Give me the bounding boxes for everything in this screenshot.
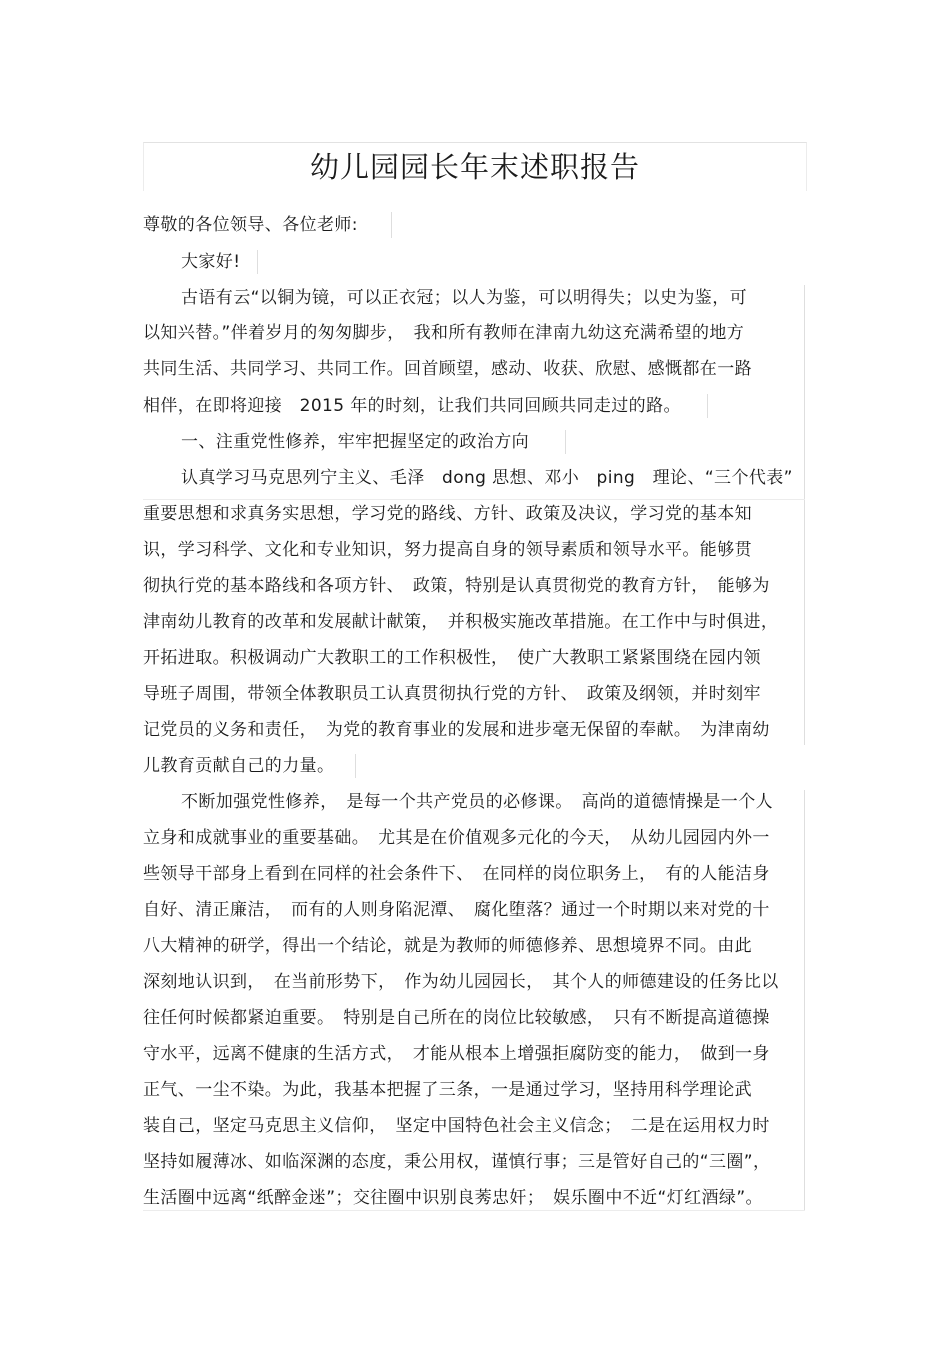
greeting: 大家好! [181, 252, 241, 272]
paragraph-line: 些领导干部身上看到在同样的社会条件下、 在同样的岗位职务上， 有的人能洁身 [143, 864, 770, 884]
scan-artifact-rule [257, 250, 258, 274]
paragraph-line: 重要思想和求真务实思想，学习党的路线、方针、政策及决议，学习党的基本知 [143, 504, 752, 524]
section-heading: 一、注重党性修养，牢牢把握坚定的政治方向 [181, 432, 529, 452]
paragraph-line: 往任何时候都紧迫重要。 特别是自己所在的岗位比较敏感， 只有不断提高道德操 [143, 1008, 770, 1028]
paragraph-line: 记党员的义务和责任， 为党的教育事业的发展和进步毫无保留的奉献。 为津南幼 [143, 720, 770, 740]
scan-artifact-hrule [143, 1210, 805, 1211]
paragraph-line: 守水平，远离不健康的生活方式， 才能从根本上增强拒腐防变的能力， 做到一身 [143, 1044, 770, 1064]
paragraph-line: 相伴，在即将迎接 2015 年的时刻，让我们共同回顾共同走过的路。 [143, 396, 681, 416]
paragraph-line: 正气、一尘不染。为此，我基本把握了三条，一是通过学习，坚持用科学理论武 [143, 1080, 752, 1100]
scan-artifact-rule [355, 754, 356, 778]
scan-artifact-hrule [143, 499, 805, 500]
paragraph-line: 自好、清正廉洁， 而有的人则身陷泥潭、 腐化堕落？通过一个时期以来对党的十 [143, 900, 770, 920]
paragraph-line: 古语有云“以铜为镜，可以正衣冠；以人为鉴，可以明得失；以史为鉴，可 [181, 288, 748, 308]
paragraph-line: 儿教育贡献自己的力量。 [143, 756, 335, 776]
paragraph-line: 八大精神的研学，得出一个结论，就是为教师的师德修养、思想境界不同。由此 [143, 936, 752, 956]
paragraph-line: 生活圈中远离“纸醉金迷”；交往圈中识别良莠忠奸； 娱乐圈中不近“灯红酒绿”。 [143, 1188, 763, 1208]
paragraph-line: 开拓进取。积极调动广大教职工的工作积极性， 使广大教职工紧紧围绕在园内领 [143, 648, 761, 668]
paragraph-line: 深刻地认识到， 在当前形势下， 作为幼儿园园长， 其个人的师德建设的任务比以 [143, 972, 779, 992]
paragraph-line: 彻执行党的基本路线和各项方针、 政策，特别是认真贯彻党的教育方针， 能够为 [143, 576, 770, 596]
salutation: 尊敬的各位领导、各位老师: [143, 215, 358, 235]
paragraph-line: 以知兴替。”伴着岁月的匆匆脚步， 我和所有教师在津南九幼这充满希望的地方 [143, 323, 745, 343]
paragraph-line: 立身和成就事业的重要基础。 尤其是在价值观多元化的今天， 从幼儿园园内外一 [143, 828, 770, 848]
document-title: 幼儿园园长年末述职报告 [309, 150, 640, 184]
scan-artifact-rule [565, 430, 566, 454]
paragraph-line: 导班子周围，带领全体教职员工认真贯彻执行党的方针、 政策及纲领，并时刻牢 [143, 684, 761, 704]
paragraph-line: 坚持如履薄冰、如临深渊的态度，秉公用权，谨慎行事；三是管好自己的“三圈”， [143, 1152, 771, 1172]
paragraph-line: 认真学习马克思列宁主义、毛泽 dong 思想、邓小 ping 理论、“三个代表” [181, 468, 793, 488]
scan-artifact-rule [804, 790, 805, 1210]
paragraph-line: 装自己，坚定马克思主义信仰， 坚定中国特色社会主义信念； 二是在运用权力时 [143, 1116, 770, 1136]
scan-artifact-rule [391, 212, 392, 238]
paragraph-line: 共同生活、共同学习、共同工作。回首顾望，感动、收获、欣慰、感慨都在一路 [143, 359, 752, 379]
scan-artifact-rule [707, 394, 708, 418]
paragraph-line: 识，学习科学、文化和专业知识，努力提高自身的领导素质和领导水平。能够贯 [143, 540, 752, 560]
paragraph-line: 不断加强党性修养， 是每一个共产党员的必修课。 高尚的道德情操是一个人 [181, 792, 773, 812]
paragraph-line: 津南幼儿教育的改革和发展献计献策， 并积极实施改革措施。在工作中与时俱进， [143, 612, 779, 632]
scan-artifact-rule [804, 285, 805, 745]
